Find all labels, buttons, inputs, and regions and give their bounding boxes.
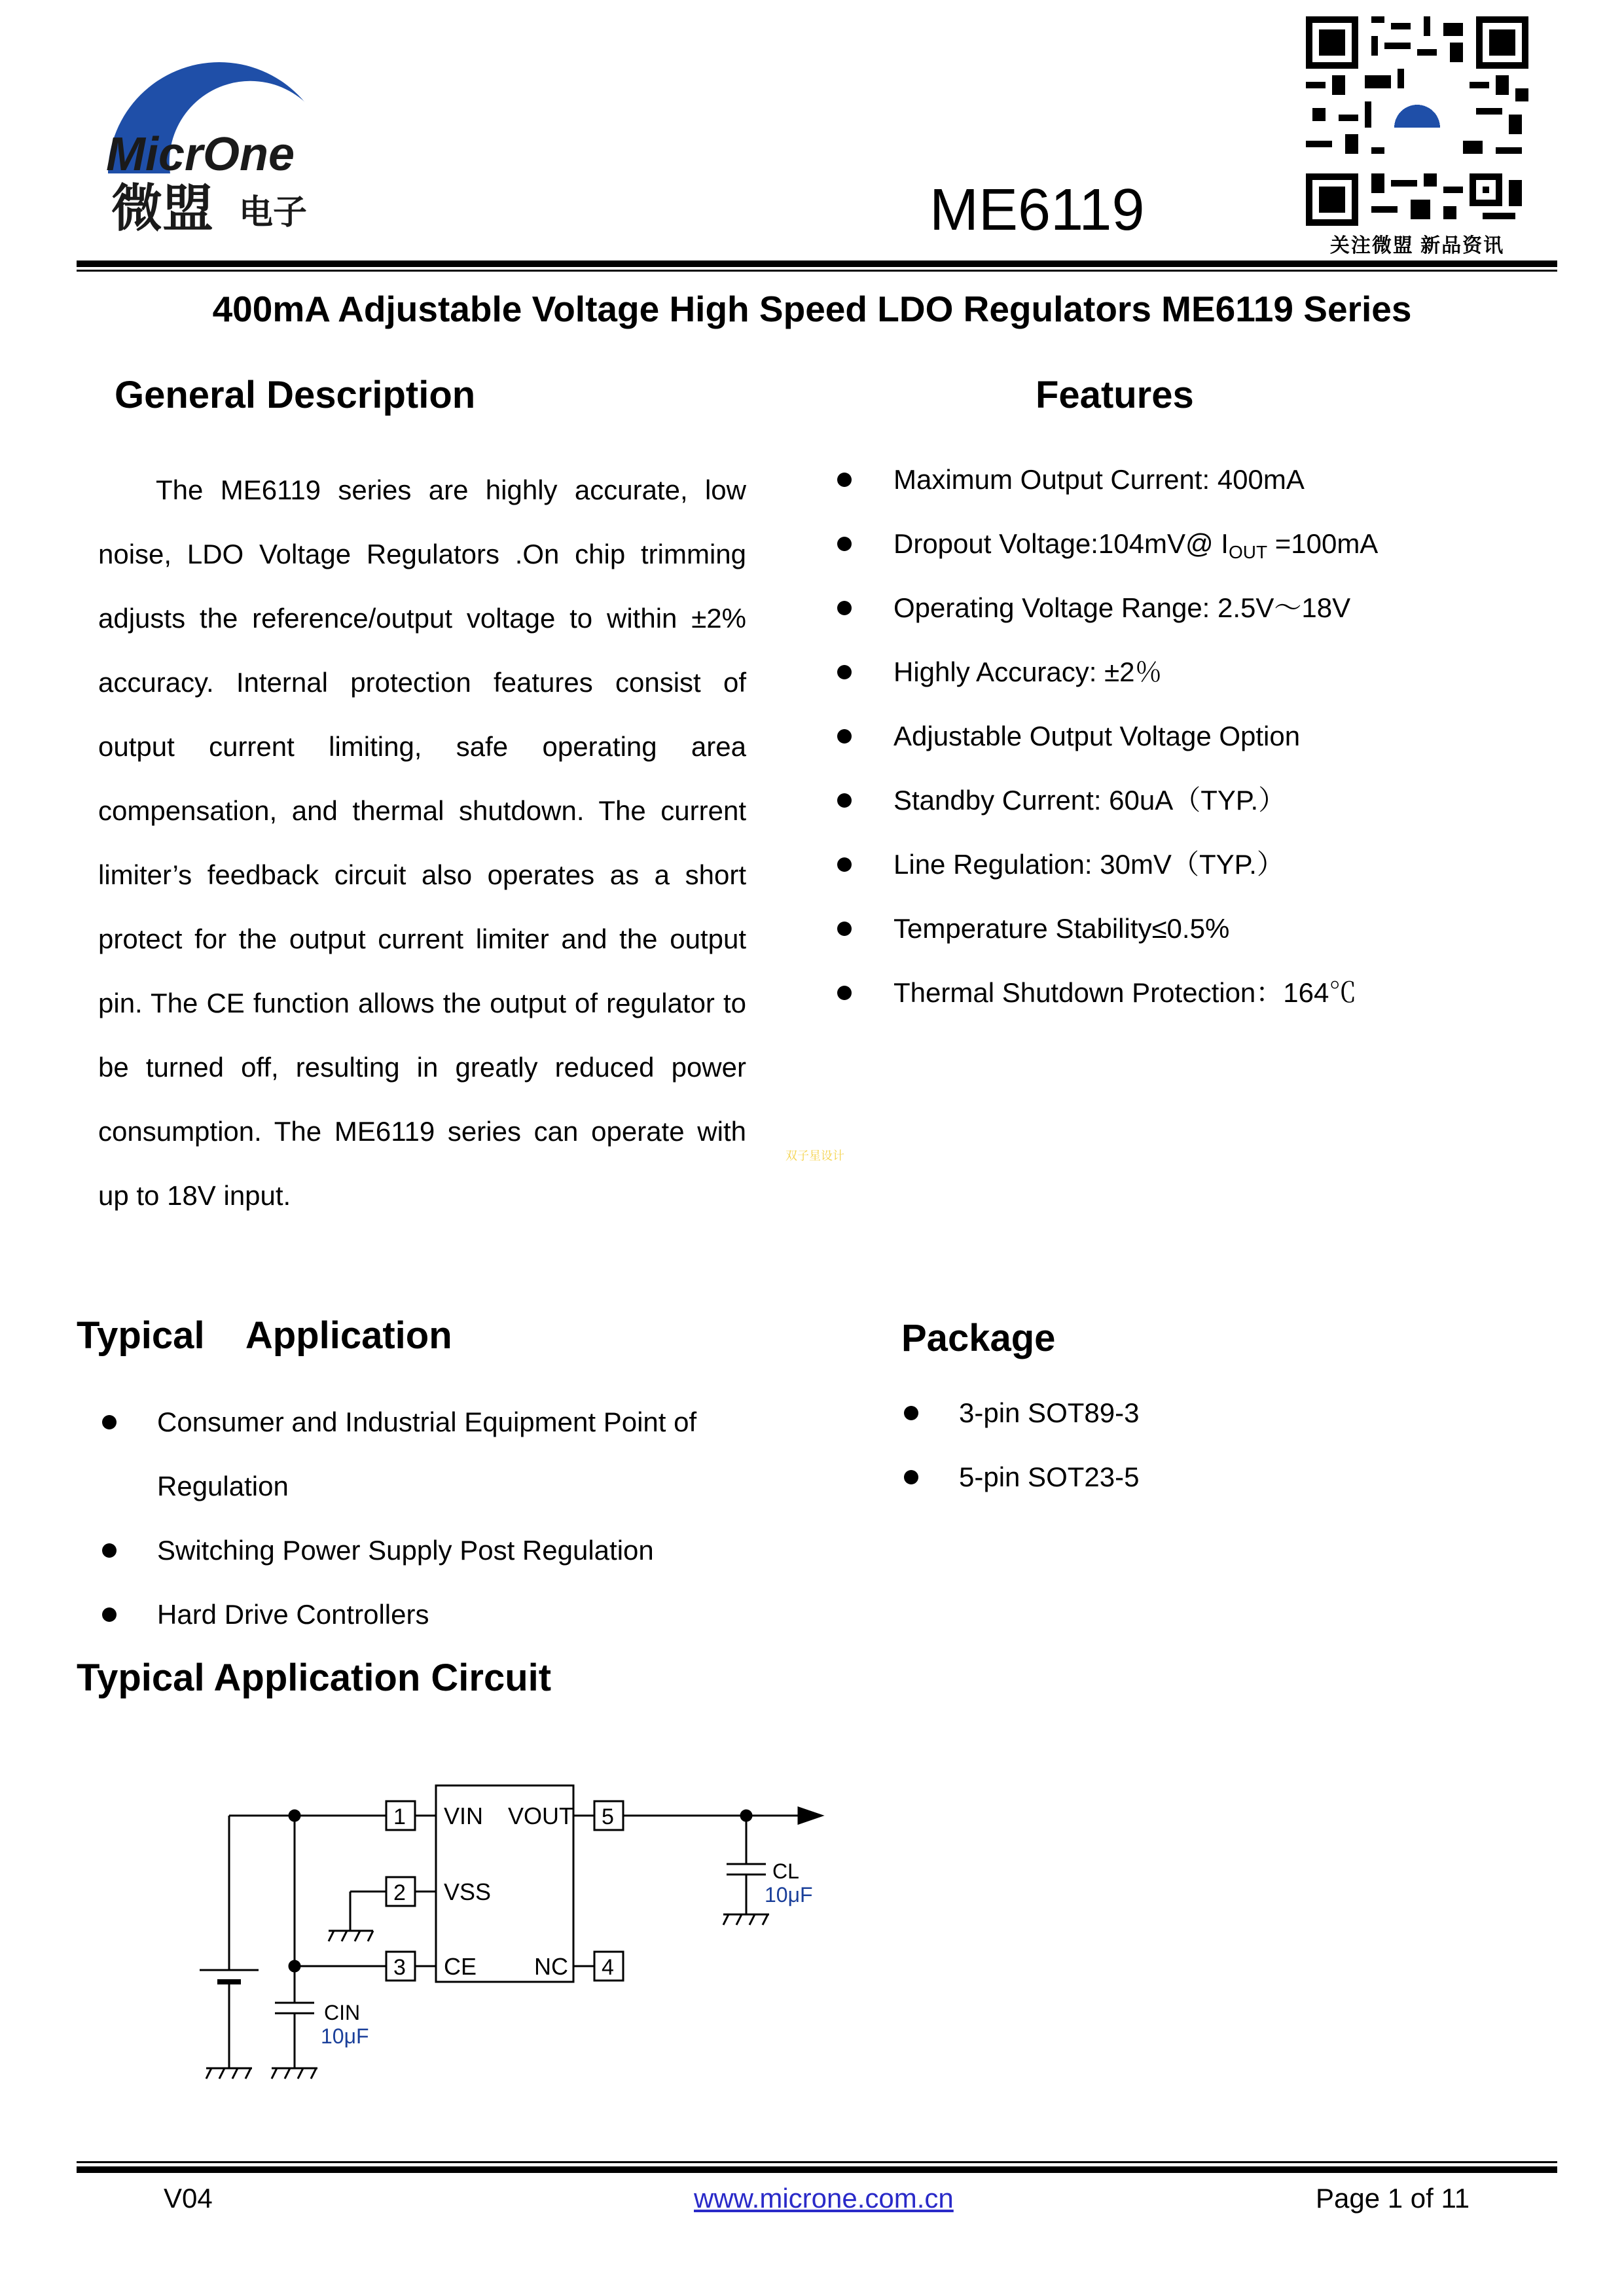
bullet-icon <box>837 922 852 936</box>
pin-number-5: 5 <box>602 1804 614 1829</box>
application-item: Hard Drive Controllers <box>157 1583 746 1647</box>
cin-value: 10μF <box>321 2024 369 2048</box>
application-item: Consumer and Industrial Equipment Point of Regulation <box>157 1390 746 1518</box>
feature-item: Line Regulation: 30mV（TYP.） <box>893 833 1378 897</box>
general-description-text <box>98 458 746 1228</box>
logo-text-cn-suffix: 电子 <box>239 194 308 232</box>
package-item: 3-pin SOT89-3 <box>959 1381 1139 1445</box>
ground-icon <box>723 1914 769 1925</box>
output-arrow-icon <box>799 1808 821 1823</box>
pin-label-nc: NC <box>534 1953 568 1980</box>
feature-item: Standby Current: 60uA（TYP.） <box>893 768 1378 833</box>
cin-label: CIN <box>324 2001 361 2024</box>
general-description-paragraph: The ME6119 series are highly accurate, low noise, LDO Voltage Regulators .On chip trimming adjusts the reference/output voltage to within ±2% accuracy. Internal protection features consist of output current limiting, safe operating area compensation, and thermal shutdown. The current limiter’s feedback circuit also operates as a short protect for the output current limiter and the output pin. The CE function allows the output of regulator to be turned off, resulting in greatly reduced power consumption. The ME6119 series can operate with up to 18V input. <box>98 475 746 1211</box>
bullet-icon <box>102 1415 117 1429</box>
cl-value: 10μF <box>765 1883 813 1907</box>
ground-icon <box>272 2068 317 2079</box>
footer-rule <box>77 2166 1557 2173</box>
footer-rule-thin <box>77 2161 1557 2163</box>
logo-text-en: MicrOne <box>106 128 295 181</box>
bullet-icon <box>837 473 852 487</box>
package-list <box>959 1381 1139 1509</box>
typical-application-heading: Typical Application <box>77 1314 452 1357</box>
feature-item: Highly Accuracy: ±2％ <box>893 640 1378 704</box>
pin-number-4: 4 <box>602 1955 614 1980</box>
bullet-icon <box>102 1543 117 1558</box>
application-item: Switching Power Supply Post Regulation <box>157 1518 746 1583</box>
typical-application-list <box>157 1390 746 1647</box>
iout-subscript: OUT <box>1228 542 1268 562</box>
junction-dot <box>289 1810 300 1821</box>
logo-text-cn: 微盟 <box>111 179 214 237</box>
qr-caption: 关注微盟 新品资讯 <box>1329 235 1505 257</box>
bullet-icon <box>837 601 852 615</box>
feature-item: Dropout Voltage:104mV@ $I_{OUT} =100mA$ <box>893 512 1378 576</box>
pin-number-1: 1 <box>393 1804 406 1829</box>
header-rule-thin <box>77 270 1557 272</box>
pin-label-vss: VSS <box>444 1878 492 1905</box>
package-heading: Package <box>901 1317 1056 1359</box>
bullet-icon <box>837 793 852 808</box>
footer-version: V04 <box>164 2183 213 2214</box>
pin-label-vout: VOUT <box>508 1803 574 1829</box>
feature-item: Adjustable Output Voltage Option <box>893 704 1378 768</box>
feature-item: Operating Voltage Range: 2.5V～18V <box>893 576 1378 640</box>
footer-website-link[interactable]: www.microne.com.cn <box>694 2183 954 2214</box>
company-logo <box>98 20 360 242</box>
pin-number-2: 2 <box>393 1880 406 1905</box>
bullet-icon <box>837 537 852 551</box>
faint-stamp: 双子星设计 <box>785 1149 844 1162</box>
footer-page-number: Page 1 of 11 <box>1316 2183 1470 2214</box>
feature-item: Maximum Output Current: 400mA <box>893 448 1378 512</box>
bullet-icon <box>837 729 852 744</box>
package-item: 5-pin SOT23-5 <box>959 1445 1139 1509</box>
document-title: 400mA Adjustable Voltage High Speed LDO Regulators ME6119 Series <box>212 289 1412 329</box>
pin-number-3: 3 <box>393 1955 406 1980</box>
part-number: ME6119 <box>929 177 1145 243</box>
junction-dot <box>741 1810 751 1821</box>
ground-icon <box>206 2068 252 2079</box>
bullet-icon <box>837 986 852 1000</box>
features-list <box>893 448 1378 1025</box>
general-description-heading: General Description <box>115 374 476 416</box>
ground-icon <box>329 1931 373 1941</box>
header-rule <box>77 260 1557 267</box>
feature-item: Temperature Stability≤0.5% <box>893 897 1378 961</box>
features-heading: Features <box>1036 374 1194 416</box>
feature-item: Thermal Shutdown Protection：164℃ <box>893 961 1378 1025</box>
qr-code <box>1306 16 1528 226</box>
bullet-icon <box>837 857 852 872</box>
application-circuit-diagram <box>190 1761 844 2108</box>
cl-label: CL <box>772 1859 799 1883</box>
pin-label-vin: VIN <box>444 1803 484 1829</box>
bullet-icon <box>904 1406 918 1420</box>
bullet-icon <box>837 665 852 679</box>
junction-dot <box>289 1961 300 1971</box>
bullet-icon <box>904 1470 918 1484</box>
bullet-icon <box>102 1607 117 1622</box>
pin-label-ce: CE <box>444 1953 477 1980</box>
circuit-heading: Typical Application Circuit <box>77 1657 552 1699</box>
